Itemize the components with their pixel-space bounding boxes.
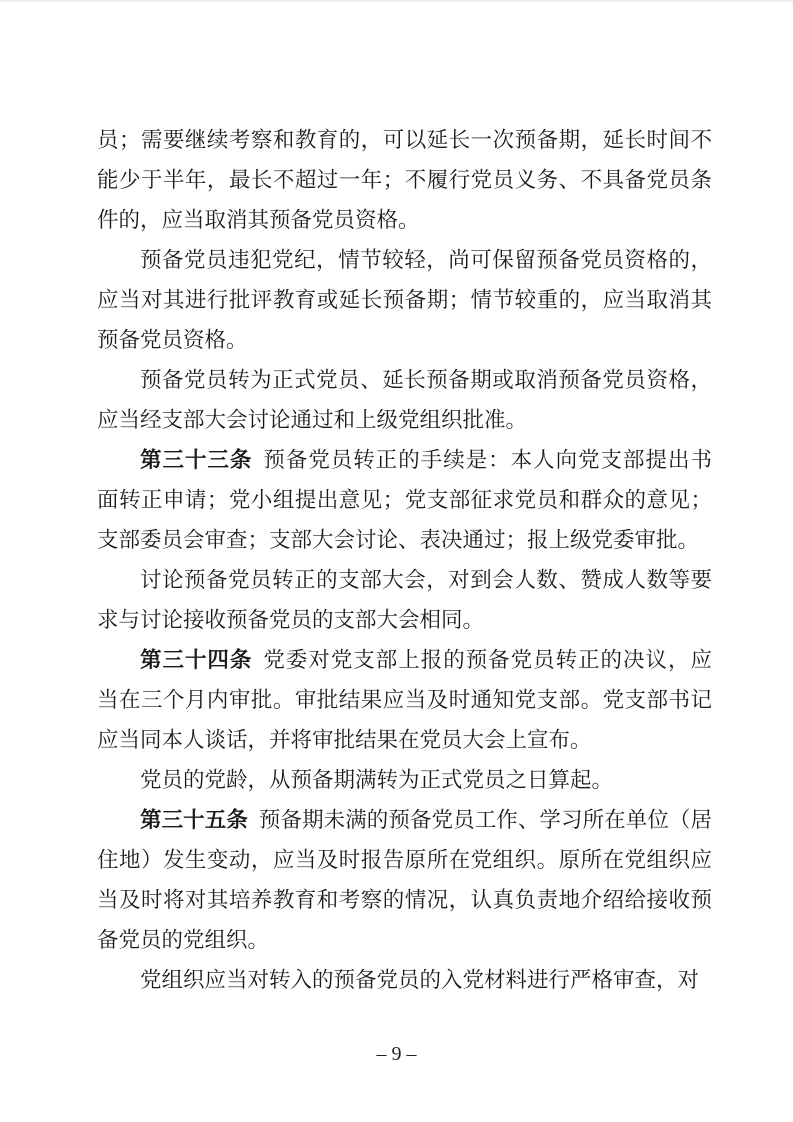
text-line: 能少于半年，最长不超过一年；不履行党员义务、不具备党员条 [97, 168, 712, 192]
text-line: 预备党员违犯党纪，情节较轻，尚可保留预备党员资格的， [140, 248, 712, 272]
text-line: 应当经支部大会讨论通过和上级党组织批准。 [97, 408, 528, 432]
text-line: 党组织应当对转入的预备党员的入党材料进行严格审查，对 [140, 968, 700, 992]
page-footer [0, 1040, 793, 1068]
text-line: 第三十三条 预备党员转正的手续是：本人向党支部提出书 [140, 448, 712, 472]
text-line: 面转正申请；党小组提出意见；党支部征求党员和群众的意见； [97, 488, 712, 512]
paragraph [97, 440, 712, 560]
text-line: 住地）发生变动，应当及时报告原所在党组织。原所在党组织应 [97, 848, 712, 872]
text-line: 第三十四条 党委对党支部上报的预备党员转正的决议，应 [140, 648, 712, 672]
text-line: 第三十五条 预备期未满的预备党员工作、学习所在单位（居 [140, 808, 712, 832]
paragraph [97, 560, 712, 640]
text-line: 件的，应当取消其预备党员资格。 [97, 208, 420, 232]
paragraph [97, 640, 712, 760]
text-line: 预备党员资格。 [97, 328, 248, 352]
text-line: 备党员的党组织。 [97, 928, 270, 952]
document-body [97, 120, 712, 1000]
paragraph [97, 960, 712, 1000]
text-line: 当及时将对其培养教育和考察的情况，认真负责地介绍给接收预 [97, 888, 712, 912]
page-number: – 9 – [376, 1043, 417, 1065]
text-line: 讨论预备党员转正的支部大会，对到会人数、赞成人数等要 [140, 568, 712, 592]
text-line: 预备党员转为正式党员、延长预备期或取消预备党员资格， [140, 368, 712, 392]
text-line: 应当同本人谈话，并将审批结果在党员大会上宣布。 [97, 728, 592, 752]
text-line: 支部委员会审查；支部大会讨论、表决通过；报上级党委审批。 [97, 528, 700, 552]
text-line: 党员的党龄，从预备期满转为正式党员之日算起。 [140, 768, 614, 792]
paragraph [97, 760, 712, 800]
article-number-bold: 第三十四条 [140, 648, 253, 672]
text-line: 当在三个月内审批。审批结果应当及时通知党支部。党支部书记 [97, 688, 712, 712]
text-line: 求与讨论接收预备党员的支部大会相同。 [97, 608, 485, 632]
paragraph [97, 360, 712, 440]
paragraph [97, 240, 712, 360]
article-number-bold: 第三十五条 [140, 808, 248, 832]
paragraph [97, 120, 712, 240]
text-line: 员；需要继续考察和教育的，可以延长一次预备期，延长时间不 [97, 128, 712, 152]
paragraph [97, 800, 712, 960]
text-line: 应当对其进行批评教育或延长预备期；情节较重的，应当取消其 [97, 288, 712, 312]
article-number-bold: 第三十三条 [140, 448, 253, 472]
